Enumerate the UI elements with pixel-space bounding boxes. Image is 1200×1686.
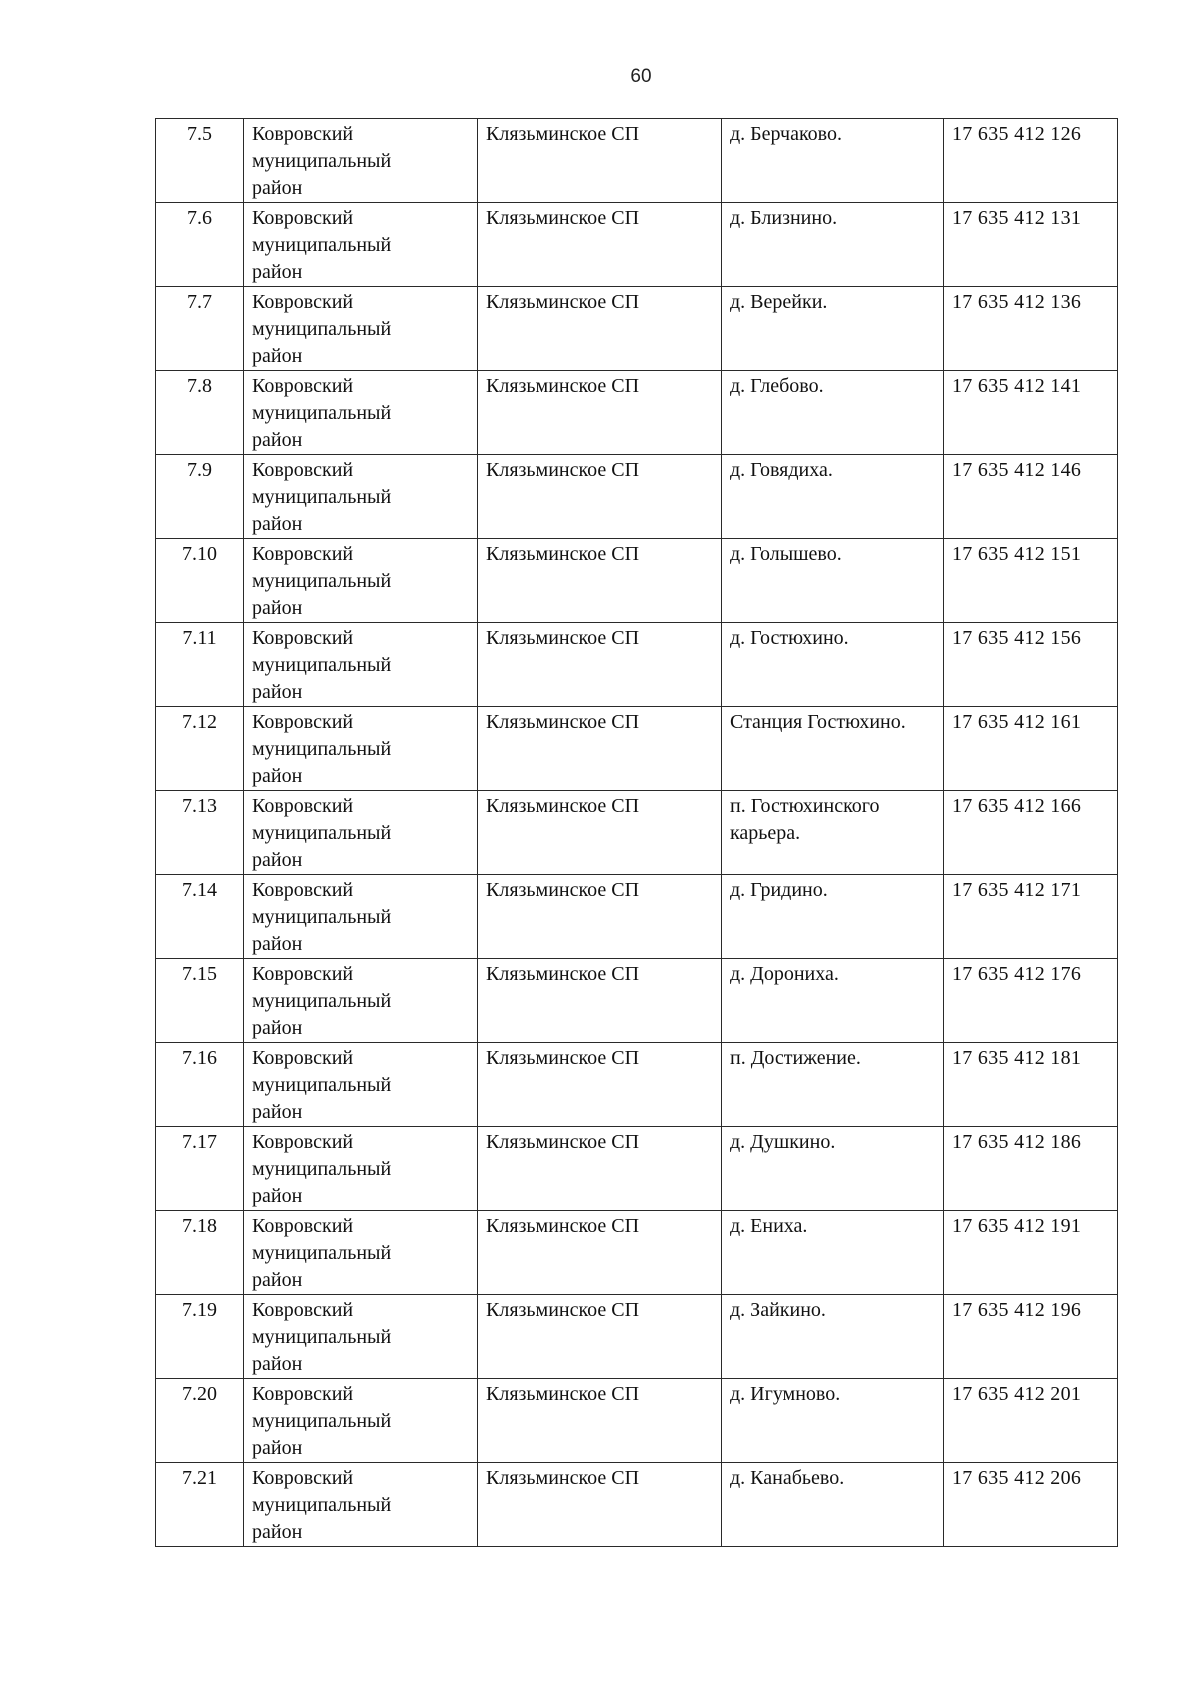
locality-name-line: д. Канабьево. bbox=[730, 1467, 845, 1489]
settlement-name: Клязьминское СП bbox=[486, 963, 640, 985]
locality-name-line: Станция Гостюхино. bbox=[730, 711, 906, 733]
table-row bbox=[156, 875, 1118, 959]
settlement-name: Клязьминское СП bbox=[486, 1215, 640, 1237]
table-row bbox=[156, 203, 1118, 287]
district-cell bbox=[244, 371, 478, 455]
settlement-cell bbox=[478, 371, 722, 455]
locality-name-line: п. Достижение. bbox=[730, 1047, 861, 1069]
district-cell bbox=[244, 119, 478, 203]
district-name-line: муниципальный bbox=[252, 1074, 392, 1096]
table-row bbox=[156, 959, 1118, 1043]
row-number: 7.21 bbox=[182, 1467, 217, 1489]
row-number-cell bbox=[156, 707, 244, 791]
row-number: 7.19 bbox=[182, 1299, 217, 1321]
code-cell bbox=[944, 707, 1118, 791]
oktmo-code: 17 635 412 171 bbox=[952, 879, 1082, 901]
district-name-line: муниципальный bbox=[252, 738, 392, 760]
district-cell bbox=[244, 1211, 478, 1295]
oktmo-code: 17 635 412 201 bbox=[952, 1383, 1082, 1405]
settlement-cell bbox=[478, 707, 722, 791]
district-name-line: район bbox=[252, 1437, 303, 1459]
district-name-line: район bbox=[252, 1269, 303, 1291]
row-number-cell bbox=[156, 1211, 244, 1295]
locality-cell bbox=[722, 119, 944, 203]
row-number-cell bbox=[156, 1379, 244, 1463]
district-name-line: муниципальный bbox=[252, 234, 392, 256]
code-cell bbox=[944, 623, 1118, 707]
settlement-cell bbox=[478, 203, 722, 287]
district-name-line: район bbox=[252, 849, 303, 871]
locality-name-line: д. Близнино. bbox=[730, 207, 838, 229]
district-name-line: муниципальный bbox=[252, 486, 392, 508]
row-number-cell bbox=[156, 623, 244, 707]
settlement-name: Клязьминское СП bbox=[486, 795, 640, 817]
district-cell bbox=[244, 623, 478, 707]
district-name-line: район bbox=[252, 765, 303, 787]
settlement-cell bbox=[478, 1211, 722, 1295]
oktmo-code: 17 635 412 186 bbox=[952, 1131, 1082, 1153]
district-name-line: Ковровский bbox=[252, 1215, 354, 1237]
settlement-name: Клязьминское СП bbox=[486, 1467, 640, 1489]
district-name-line: Ковровский bbox=[252, 123, 354, 145]
locality-cell bbox=[722, 371, 944, 455]
table-row bbox=[156, 539, 1118, 623]
row-number-cell bbox=[156, 1043, 244, 1127]
table-row bbox=[156, 119, 1118, 203]
district-name-line: Ковровский bbox=[252, 291, 354, 313]
row-number: 7.12 bbox=[182, 711, 217, 733]
district-name-line: муниципальный bbox=[252, 654, 392, 676]
district-cell bbox=[244, 1295, 478, 1379]
district-cell bbox=[244, 1043, 478, 1127]
locality-cell bbox=[722, 959, 944, 1043]
row-number-cell bbox=[156, 287, 244, 371]
district-cell bbox=[244, 539, 478, 623]
district-name-line: район bbox=[252, 429, 303, 451]
district-name-line: Ковровский bbox=[252, 1467, 354, 1489]
code-cell bbox=[944, 287, 1118, 371]
settlement-name: Клязьминское СП bbox=[486, 375, 640, 397]
row-number: 7.16 bbox=[182, 1047, 217, 1069]
row-number: 7.20 bbox=[182, 1383, 217, 1405]
settlements-table bbox=[155, 118, 1118, 1547]
code-cell bbox=[944, 455, 1118, 539]
locality-name-line: д. Ениха. bbox=[730, 1215, 808, 1237]
code-cell bbox=[944, 1463, 1118, 1547]
settlement-name: Клязьминское СП bbox=[486, 543, 640, 565]
settlement-name: Клязьминское СП bbox=[486, 711, 640, 733]
district-name-line: район bbox=[252, 1101, 303, 1123]
row-number-cell bbox=[156, 1127, 244, 1211]
district-name-line: муниципальный bbox=[252, 822, 392, 844]
locality-name-line: д. Зайкино. bbox=[730, 1299, 826, 1321]
row-number: 7.9 bbox=[187, 459, 212, 481]
district-name-line: муниципальный bbox=[252, 1410, 392, 1432]
district-name-line: Ковровский bbox=[252, 879, 354, 901]
settlement-name: Клязьминское СП bbox=[486, 879, 640, 901]
row-number-cell bbox=[156, 119, 244, 203]
row-number: 7.11 bbox=[182, 627, 217, 649]
district-name-line: район bbox=[252, 681, 303, 703]
row-number: 7.17 bbox=[182, 1131, 217, 1153]
settlement-cell bbox=[478, 1295, 722, 1379]
settlement-cell bbox=[478, 791, 722, 875]
oktmo-code: 17 635 412 161 bbox=[952, 711, 1082, 733]
locality-name-line: д. Душкино. bbox=[730, 1131, 836, 1153]
table-row bbox=[156, 1043, 1118, 1127]
locality-cell bbox=[722, 1127, 944, 1211]
oktmo-code: 17 635 412 176 bbox=[952, 963, 1082, 985]
district-cell bbox=[244, 1127, 478, 1211]
district-name-line: Ковровский bbox=[252, 543, 354, 565]
district-name-line: район bbox=[252, 1521, 303, 1543]
code-cell bbox=[944, 791, 1118, 875]
table-row bbox=[156, 1295, 1118, 1379]
district-name-line: район bbox=[252, 933, 303, 955]
locality-cell bbox=[722, 203, 944, 287]
locality-name-line: д. Гостюхино. bbox=[730, 627, 849, 649]
district-name-line: Ковровский bbox=[252, 207, 354, 229]
district-name-line: Ковровский bbox=[252, 375, 354, 397]
district-cell bbox=[244, 455, 478, 539]
row-number: 7.15 bbox=[182, 963, 217, 985]
settlement-name: Клязьминское СП bbox=[486, 291, 640, 313]
oktmo-code: 17 635 412 191 bbox=[952, 1215, 1082, 1237]
locality-name-line: д. Дорониха. bbox=[730, 963, 839, 985]
table-row bbox=[156, 287, 1118, 371]
district-name-line: Ковровский bbox=[252, 459, 354, 481]
table-row bbox=[156, 623, 1118, 707]
locality-cell bbox=[722, 1379, 944, 1463]
settlement-cell bbox=[478, 1463, 722, 1547]
oktmo-code: 17 635 412 156 bbox=[952, 627, 1082, 649]
code-cell bbox=[944, 539, 1118, 623]
locality-name-line: д. Голышево. bbox=[730, 543, 842, 565]
district-name-line: муниципальный bbox=[252, 150, 392, 172]
oktmo-code: 17 635 412 136 bbox=[952, 291, 1082, 313]
row-number: 7.8 bbox=[187, 375, 212, 397]
settlement-name: Клязьминское СП bbox=[486, 627, 640, 649]
district-name-line: район bbox=[252, 1017, 303, 1039]
locality-cell bbox=[722, 539, 944, 623]
locality-cell bbox=[722, 287, 944, 371]
settlement-name: Клязьминское СП bbox=[486, 1383, 640, 1405]
district-name-line: Ковровский bbox=[252, 1047, 354, 1069]
row-number-cell bbox=[156, 455, 244, 539]
settlement-cell bbox=[478, 959, 722, 1043]
code-cell bbox=[944, 1211, 1118, 1295]
district-cell bbox=[244, 875, 478, 959]
row-number-cell bbox=[156, 1463, 244, 1547]
oktmo-code: 17 635 412 141 bbox=[952, 375, 1082, 397]
settlement-name: Клязьминское СП bbox=[486, 1131, 640, 1153]
settlement-name: Клязьминское СП bbox=[486, 459, 640, 481]
oktmo-code: 17 635 412 146 bbox=[952, 459, 1082, 481]
code-cell bbox=[944, 203, 1118, 287]
page-number: 60 bbox=[630, 66, 652, 87]
district-name-line: район bbox=[252, 1353, 303, 1375]
settlement-name: Клязьминское СП bbox=[486, 207, 640, 229]
code-cell bbox=[944, 371, 1118, 455]
district-cell bbox=[244, 287, 478, 371]
district-name-line: муниципальный bbox=[252, 318, 392, 340]
locality-name-line: д. Берчаково. bbox=[730, 123, 842, 145]
locality-name-line: карьера. bbox=[730, 822, 801, 844]
locality-name-line: д. Гридино. bbox=[730, 879, 828, 901]
district-name-line: Ковровский bbox=[252, 1383, 354, 1405]
district-name-line: район bbox=[252, 1185, 303, 1207]
district-name-line: район bbox=[252, 513, 303, 535]
oktmo-code: 17 635 412 196 bbox=[952, 1299, 1082, 1321]
district-name-line: район bbox=[252, 177, 303, 199]
district-name-line: муниципальный bbox=[252, 1494, 392, 1516]
settlement-cell bbox=[478, 539, 722, 623]
district-name-line: муниципальный bbox=[252, 402, 392, 424]
code-cell bbox=[944, 1379, 1118, 1463]
settlement-cell bbox=[478, 287, 722, 371]
row-number: 7.14 bbox=[182, 879, 217, 901]
locality-name-line: д. Глебово. bbox=[730, 375, 824, 397]
district-name-line: район bbox=[252, 345, 303, 367]
row-number-cell bbox=[156, 371, 244, 455]
district-cell bbox=[244, 203, 478, 287]
oktmo-code: 17 635 412 206 bbox=[952, 1467, 1082, 1489]
district-name-line: муниципальный bbox=[252, 1326, 392, 1348]
locality-cell bbox=[722, 791, 944, 875]
district-name-line: Ковровский bbox=[252, 1131, 354, 1153]
settlement-cell bbox=[478, 875, 722, 959]
code-cell bbox=[944, 1127, 1118, 1211]
district-name-line: Ковровский bbox=[252, 963, 354, 985]
locality-cell bbox=[722, 875, 944, 959]
locality-cell bbox=[722, 1463, 944, 1547]
row-number-cell bbox=[156, 539, 244, 623]
row-number: 7.5 bbox=[187, 123, 212, 145]
locality-cell bbox=[722, 1295, 944, 1379]
row-number: 7.10 bbox=[182, 543, 217, 565]
district-cell bbox=[244, 959, 478, 1043]
locality-cell bbox=[722, 707, 944, 791]
code-cell bbox=[944, 1295, 1118, 1379]
settlement-cell bbox=[478, 119, 722, 203]
settlement-cell bbox=[478, 1127, 722, 1211]
district-name-line: муниципальный bbox=[252, 906, 392, 928]
settlement-name: Клязьминское СП bbox=[486, 123, 640, 145]
district-name-line: район bbox=[252, 261, 303, 283]
table-body bbox=[156, 119, 1118, 1547]
district-name-line: Ковровский bbox=[252, 795, 354, 817]
settlement-cell bbox=[478, 455, 722, 539]
row-number: 7.18 bbox=[182, 1215, 217, 1237]
code-cell bbox=[944, 119, 1118, 203]
row-number: 7.13 bbox=[182, 795, 217, 817]
locality-name-line: п. Гостюхинского bbox=[730, 795, 880, 817]
locality-cell bbox=[722, 1043, 944, 1127]
row-number-cell bbox=[156, 791, 244, 875]
district-name-line: район bbox=[252, 597, 303, 619]
oktmo-code: 17 635 412 181 bbox=[952, 1047, 1082, 1069]
settlement-name: Клязьминское СП bbox=[486, 1299, 640, 1321]
oktmo-code: 17 635 412 151 bbox=[952, 543, 1082, 565]
oktmo-code: 17 635 412 126 bbox=[952, 123, 1082, 145]
settlement-name: Клязьминское СП bbox=[486, 1047, 640, 1069]
settlement-cell bbox=[478, 1379, 722, 1463]
locality-name-line: д. Игумново. bbox=[730, 1383, 841, 1405]
district-cell bbox=[244, 1463, 478, 1547]
table-row bbox=[156, 455, 1118, 539]
table-row bbox=[156, 1211, 1118, 1295]
row-number-cell bbox=[156, 203, 244, 287]
row-number-cell bbox=[156, 959, 244, 1043]
table-row bbox=[156, 1379, 1118, 1463]
district-cell bbox=[244, 791, 478, 875]
code-cell bbox=[944, 1043, 1118, 1127]
table-row bbox=[156, 791, 1118, 875]
district-name-line: Ковровский bbox=[252, 1299, 354, 1321]
district-name-line: Ковровский bbox=[252, 627, 354, 649]
table-row bbox=[156, 371, 1118, 455]
locality-cell bbox=[722, 623, 944, 707]
row-number: 7.7 bbox=[187, 291, 212, 313]
locality-cell bbox=[722, 1211, 944, 1295]
row-number: 7.6 bbox=[187, 207, 212, 229]
district-cell bbox=[244, 707, 478, 791]
table-row bbox=[156, 1463, 1118, 1547]
district-name-line: муниципальный bbox=[252, 570, 392, 592]
district-name-line: муниципальный bbox=[252, 990, 392, 1012]
oktmo-code: 17 635 412 166 bbox=[952, 795, 1082, 817]
locality-name-line: д. Верейки. bbox=[730, 291, 828, 313]
district-cell bbox=[244, 1379, 478, 1463]
settlement-cell bbox=[478, 1043, 722, 1127]
row-number-cell bbox=[156, 875, 244, 959]
row-number-cell bbox=[156, 1295, 244, 1379]
district-name-line: муниципальный bbox=[252, 1158, 392, 1180]
district-name-line: Ковровский bbox=[252, 711, 354, 733]
code-cell bbox=[944, 875, 1118, 959]
locality-name-line: д. Говядиха. bbox=[730, 459, 833, 481]
oktmo-code: 17 635 412 131 bbox=[952, 207, 1082, 229]
district-name-line: муниципальный bbox=[252, 1242, 392, 1264]
code-cell bbox=[944, 959, 1118, 1043]
locality-cell bbox=[722, 455, 944, 539]
table-row bbox=[156, 1127, 1118, 1211]
table-row bbox=[156, 707, 1118, 791]
settlement-cell bbox=[478, 623, 722, 707]
